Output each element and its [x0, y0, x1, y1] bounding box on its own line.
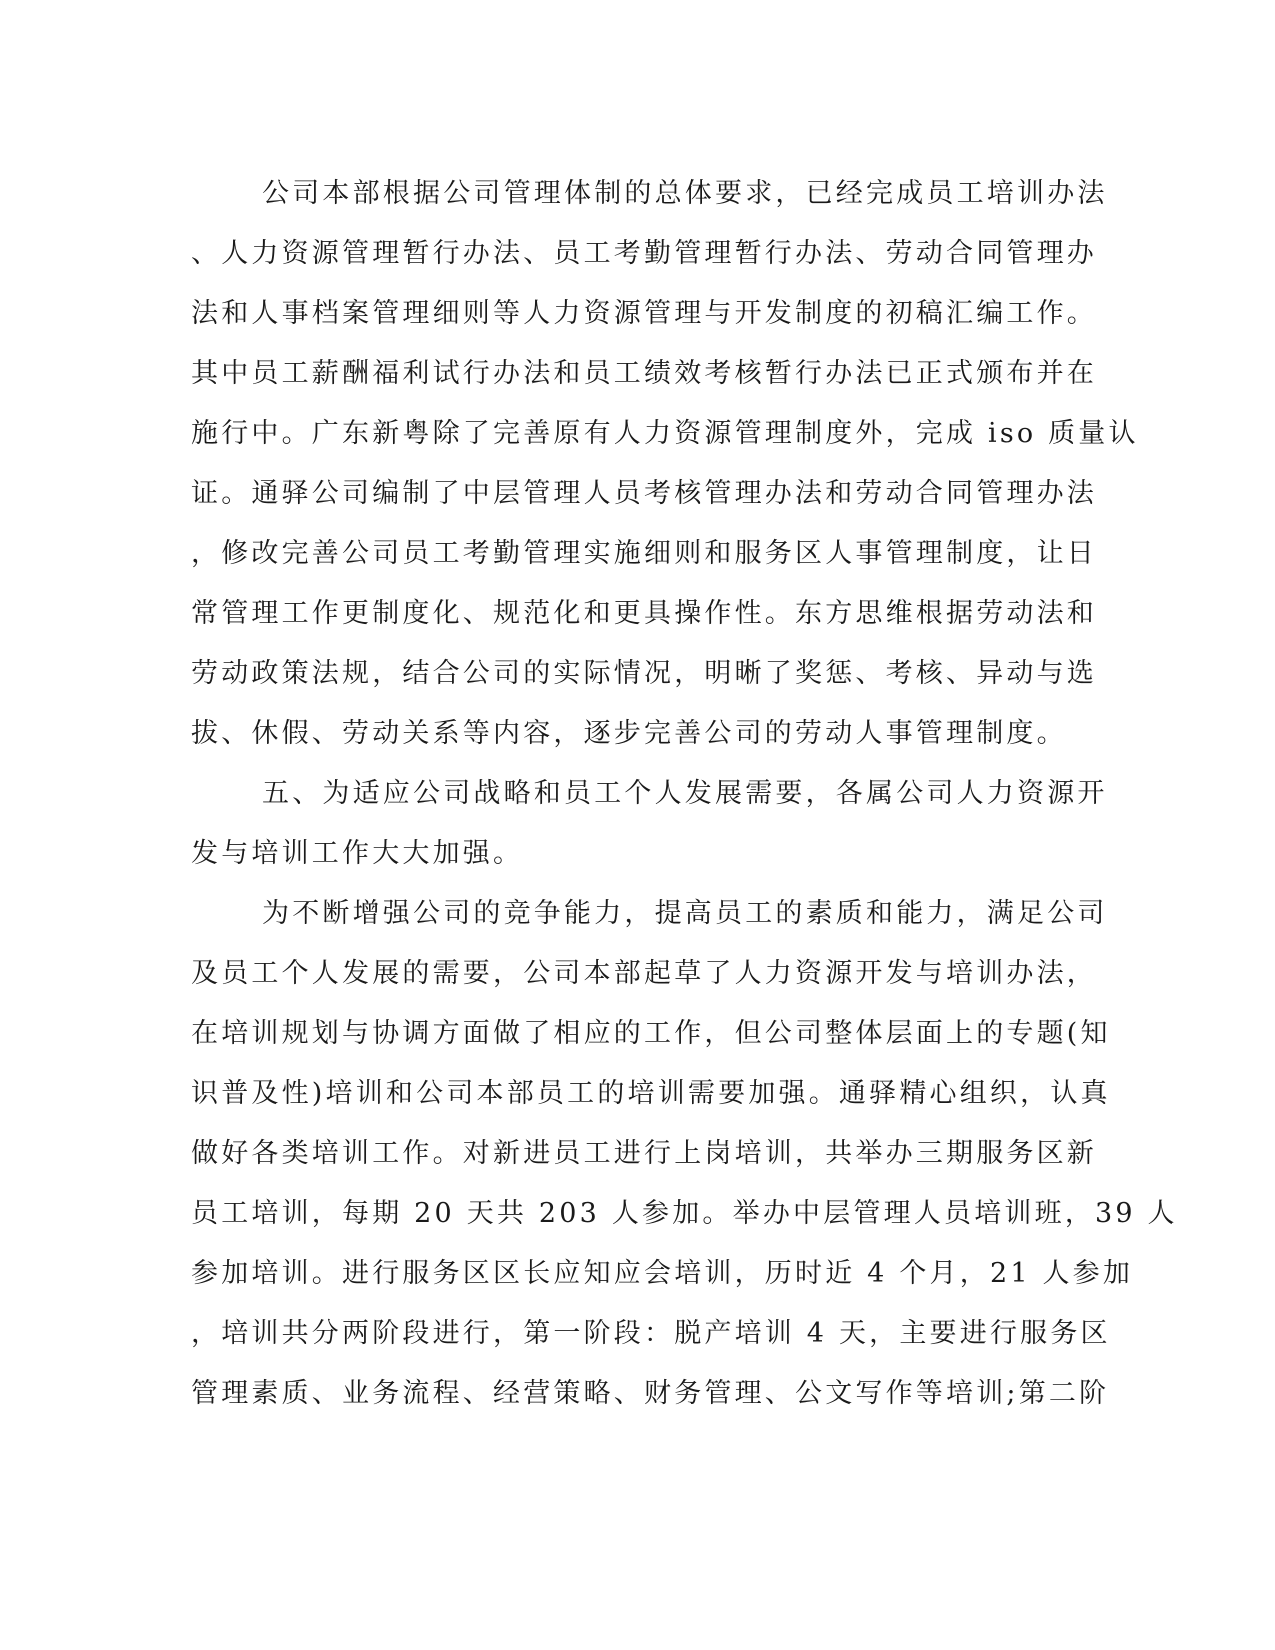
- paragraph-2-line-4: 识普及性)培训和公司本部员工的培训需要加强。通驿精心组织，认真: [191, 1078, 1111, 1109]
- paragraph-1-line-7: ，修改完善公司员工考勤管理实施细则和服务区人事管理制度，让日: [191, 538, 1097, 569]
- paragraph-1-line-4: 其中员工薪酬福利试行办法和员工绩效考核暂行办法已正式颁布并在: [191, 358, 1097, 389]
- paragraph-1-line-6: 证。通驿公司编制了中层管理人员考核管理办法和劳动合同管理办法: [191, 478, 1097, 509]
- paragraph-2-line-8: ，培训共分两阶段进行，第一阶段：脱产培训 4 天，主要进行服务区: [191, 1318, 1111, 1349]
- section-heading-line-1: 五、为适应公司战略和员工个人发展需要，各属公司人力资源开: [262, 778, 1108, 809]
- paragraph-2-line-2: 及员工个人发展的需要，公司本部起草了人力资源开发与培训办法，: [191, 958, 1097, 989]
- paragraph-2-line-3: 在培训规划与协调方面做了相应的工作，但公司整体层面上的专题(知: [191, 1018, 1111, 1049]
- paragraph-1-line-2: 、人力资源管理暂行办法、员工考勤管理暂行办法、劳动合同管理办: [191, 238, 1097, 269]
- paragraph-2-line-6: 员工培训，每期 20 天共 203 人参加。举办中层管理人员培训班，39 人: [191, 1198, 1178, 1229]
- paragraph-1-line-8: 常管理工作更制度化、规范化和更具操作性。东方思维根据劳动法和: [191, 598, 1097, 629]
- section-heading-line-2: 发与培训工作大大加强。: [191, 838, 524, 869]
- paragraph-2-line-7: 参加培训。进行服务区区长应知应会培训，历时近 4 个月，21 人参加: [191, 1258, 1134, 1289]
- document-body: [191, 164, 1178, 1424]
- paragraph-1-line-1: 公司本部根据公司管理体制的总体要求，已经完成员工培训办法: [262, 178, 1108, 209]
- paragraph-1-line-3: 法和人事档案管理细则等人力资源管理与开发制度的初稿汇编工作。: [191, 298, 1097, 329]
- paragraph-2-line-9: 管理素质、业务流程、经营策略、财务管理、公文写作等培训;第二阶: [191, 1378, 1110, 1409]
- paragraph-2-line-1: 为不断增强公司的竞争能力，提高员工的素质和能力，满足公司: [262, 898, 1108, 929]
- paragraph-2-line-5: 做好各类培训工作。对新进员工进行上岗培训，共举办三期服务区新: [191, 1138, 1097, 1169]
- paragraph-1-line-9: 劳动政策法规，结合公司的实际情况，明晰了奖惩、考核、异动与选: [191, 658, 1097, 689]
- paragraph-1-line-10: 拔、休假、劳动关系等内容，逐步完善公司的劳动人事管理制度。: [191, 718, 1067, 749]
- paragraph-1-line-5: 施行中。广东新粤除了完善原有人力资源管理制度外，完成 iso 质量认: [191, 418, 1139, 449]
